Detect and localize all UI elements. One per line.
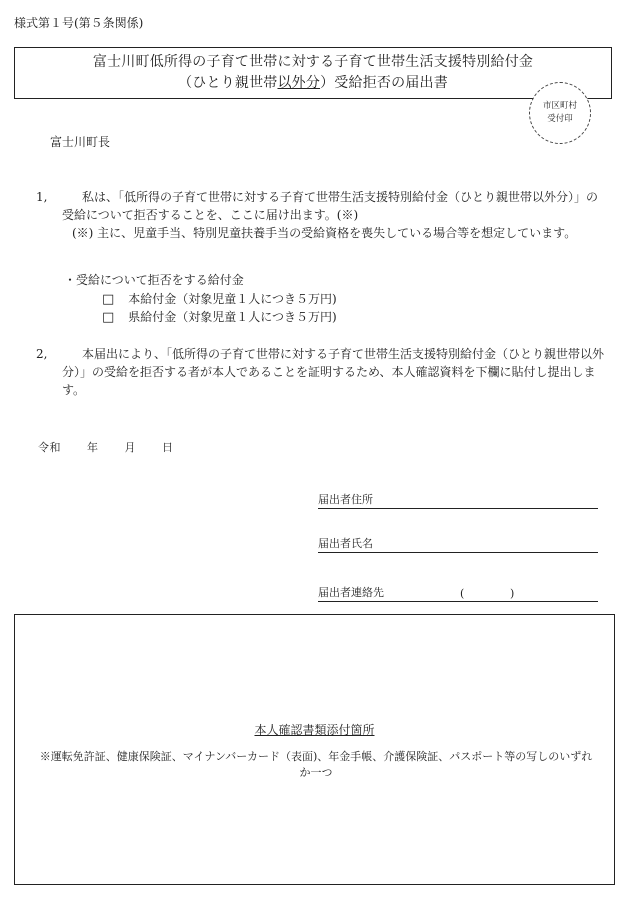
title-line2-post: ）受給拒否の届出書 — [320, 75, 448, 91]
section-1-number: 1, — [36, 190, 48, 204]
address-label: 届出者住所 — [318, 493, 373, 506]
contact-paren-close: ) — [510, 587, 515, 600]
name-field[interactable] — [318, 536, 598, 553]
date-month: 月 — [124, 441, 136, 454]
date-day: 日 — [162, 441, 174, 454]
section-1-note: (※) 主に、児童手当、特別児童扶養手当の受給資格を喪失している場合等を想定しています。 — [72, 226, 577, 240]
date-year: 年 — [87, 441, 99, 454]
option-prefecture-benefit[interactable] — [102, 308, 337, 325]
option-label: 県給付金（対象児童１人につき５万円) — [128, 310, 337, 324]
attachment-title: 本人確認書類添付箇所 — [254, 723, 375, 737]
date-line — [38, 439, 174, 455]
reception-stamp-area — [529, 82, 591, 144]
form-number: 様式第１号(第５条関係) — [14, 16, 144, 30]
contact-field[interactable] — [318, 585, 598, 602]
title-line2-underlined: 以外分 — [277, 75, 321, 91]
section-2 — [36, 345, 608, 399]
section-1 — [36, 188, 608, 242]
form-title-box — [14, 47, 612, 99]
contact-label: 届出者連絡先 — [318, 586, 384, 599]
form-title-line1: 富士川町低所得の子育て世帯に対する子育て世帯生活支援特別給付金 — [92, 54, 534, 70]
section-2-text: 本届出により、「低所得の子育て世帯に対する子育て世帯生活支援特別給付金（ひとり親世帯以外分）」の受給を拒否する者が本人であることを証明するため、本人確認資料を下欄に貼付し提出します。 — [62, 347, 605, 397]
section-2-number: 2, — [36, 347, 48, 361]
title-line2-pre: （ひとり親世帯 — [178, 75, 278, 91]
benefit-list-heading: ・受給について拒否をする給付金 — [64, 273, 244, 287]
option-label: 本給付金（対象児童１人につき５万円) — [128, 292, 337, 306]
date-era: 令和 — [38, 441, 61, 454]
checkbox-icon[interactable]: □ — [102, 292, 115, 307]
address-field[interactable] — [318, 492, 598, 509]
stamp-line2: 受付印 — [547, 114, 573, 124]
stamp-line1: 市区町村 — [542, 101, 577, 111]
addressee: 富士川町長 — [50, 135, 111, 149]
name-label: 届出者氏名 — [318, 537, 373, 550]
option-main-benefit[interactable] — [102, 290, 337, 307]
attachment-note: ※運転免許証、健康保険証、マイナンバーカード（表面)、年金手帳、介護保険証、パスポート等の写しのいずれか一つ — [39, 750, 593, 779]
contact-paren-open: ( — [460, 587, 465, 600]
id-document-attachment-area[interactable] — [14, 614, 615, 885]
section-1-text: 私は、「低所得の子育て世帯に対する子育て世帯生活支援特別給付金（ひとり親世帯以外分）」の受給について拒否することを、ここに届け出ます。(※) — [62, 190, 599, 222]
form-title-line2 — [178, 73, 448, 94]
checkbox-icon[interactable]: □ — [102, 310, 115, 325]
